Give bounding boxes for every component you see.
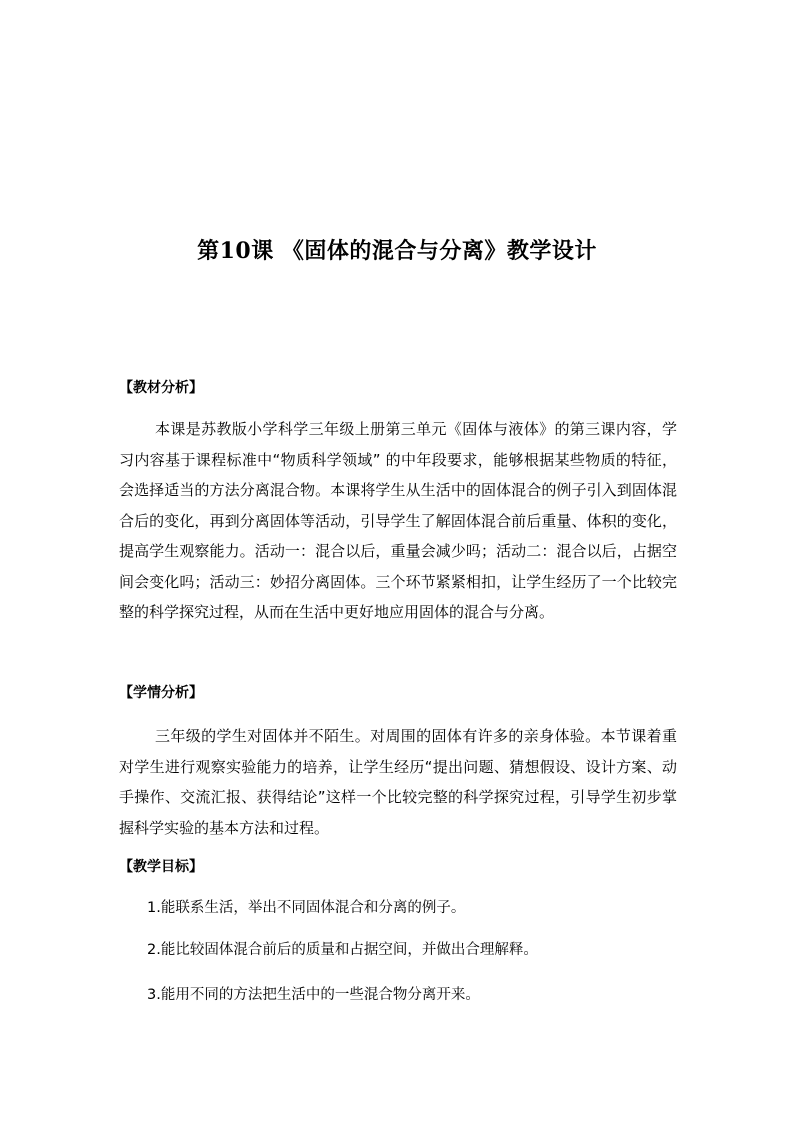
teaching-goal-item: 1.能联系生活，举出不同固体混合和分离的例子。	[147, 900, 466, 916]
teaching-goal-item: 2.能比较固体混合前后的质量和占据空间，并做出合理解释。	[147, 942, 538, 958]
paragraph-student-analysis: 三年级的学生对固体并不陌生。对周围的固体有许多的亲身体验。本节课着重对学生进行观察实验能力的培养，让学生经历“提出问题、猜想假设、设计方案、动手操作、交流汇报、获得结论”这样一个比较完整的科学探究过程，引导学生初步掌握科学实验的基本方法和过程。	[119, 727, 677, 837]
section-heading-teaching-goals: 【教学目标】	[119, 859, 203, 875]
section-heading-textbook-analysis: 【教材分析】	[119, 380, 203, 396]
document-title: 第10课 《固体的混合与分离》教学设计	[197, 238, 597, 264]
paragraph-textbook-analysis: 本课是苏教版小学科学三年级上册第三单元《固体与液体》的第三课内容，学习内容基于课程标准中“物质科学领域” 的中年段要求，能够根据某些物质的特征，会选择适当的方法分离混合物。本课将学生从生活中的固体混合的例子引入到固体混合后的变化，再到分离固体等活动，引导学生了解固体混合前后重量、体积的变化，提高学生观察能力。活动一：混合以后，重量会减少吗；活动二：混合以后，占据空间会变化吗；活动三：妙招分离固体。三个环节紧紧相扣，让学生经历了一个比较完整的科学探究过程，从而在生活中更好地应用固体的混合与分离。	[119, 420, 677, 621]
section-heading-student-analysis: 【学情分析】	[119, 685, 203, 701]
teaching-goal-item: 3.能用不同的方法把生活中的一些混合物分离开来。	[147, 987, 480, 1003]
